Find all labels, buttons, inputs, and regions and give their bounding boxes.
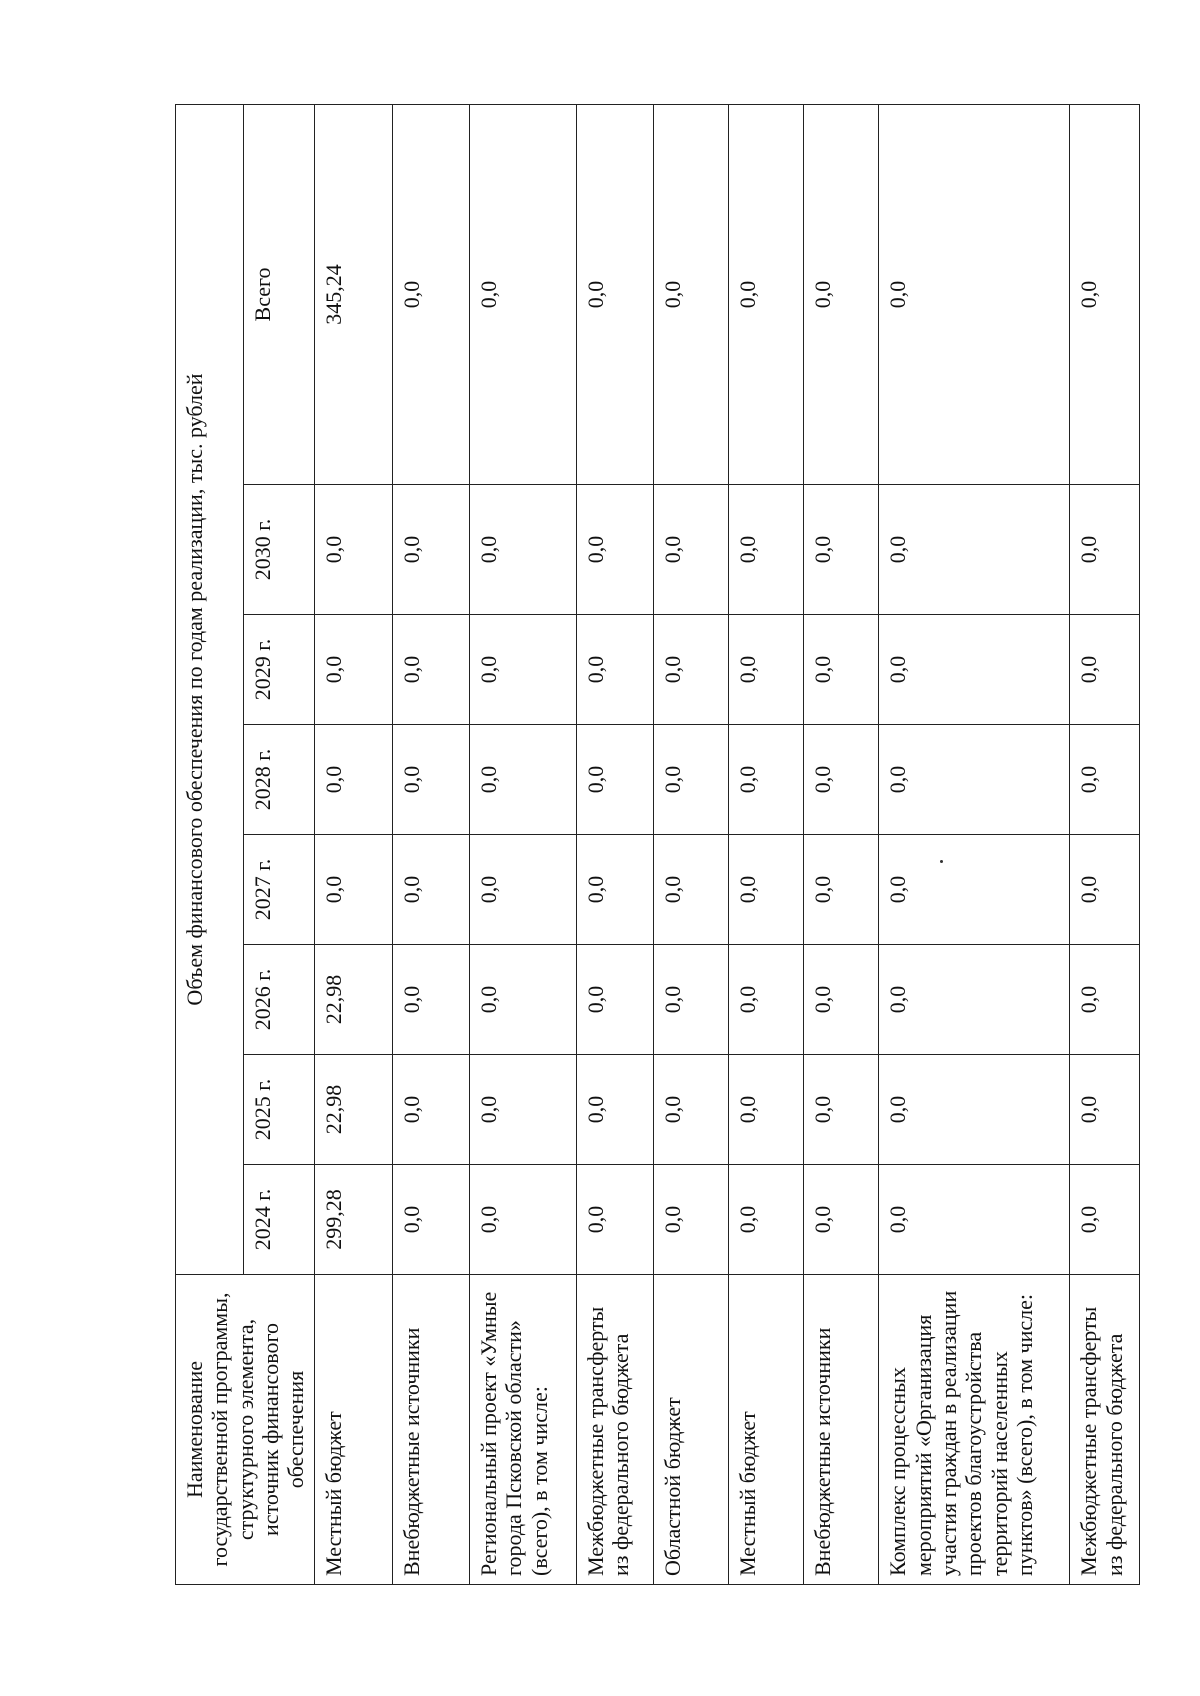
- row-year-value: 0,0: [879, 945, 1070, 1055]
- row-year-value: 299,28: [315, 1165, 392, 1275]
- header-year-2028: 2028 г.: [244, 725, 315, 835]
- row-year-value: 0,0: [879, 1055, 1070, 1165]
- row-year-value: 0,0: [392, 485, 469, 615]
- row-source-name: Межбюджетные трансферты из федерального бюджета: [576, 1275, 653, 1585]
- table-row: [729, 104, 804, 1584]
- table-head: [176, 104, 315, 1584]
- header-year-2027: 2027 г.: [244, 835, 315, 945]
- row-year-value: 22,98: [315, 1055, 392, 1165]
- row-year-value: 0,0: [654, 725, 729, 835]
- row-total-value: 0,0: [729, 104, 804, 484]
- table-row: [469, 104, 576, 1584]
- row-year-value: 22,98: [315, 945, 392, 1055]
- header-year-2030: 2030 г.: [244, 485, 315, 615]
- row-year-value: 0,0: [576, 615, 653, 725]
- row-year-value: 0,0: [392, 1055, 469, 1165]
- row-year-value: 0,0: [1070, 1165, 1140, 1275]
- row-year-value: 0,0: [469, 1165, 576, 1275]
- row-year-value: 0,0: [1070, 485, 1140, 615]
- row-year-value: 0,0: [576, 835, 653, 945]
- row-total-value: 0,0: [469, 104, 576, 484]
- rotated-table-wrapper: [175, 105, 1127, 1585]
- row-total-value: 0,0: [392, 104, 469, 484]
- row-year-value: 0,0: [576, 485, 653, 615]
- row-year-value: 0,0: [654, 485, 729, 615]
- row-total-value: 0,0: [879, 104, 1070, 484]
- row-year-value: 0,0: [392, 835, 469, 945]
- row-year-value: 0,0: [469, 725, 576, 835]
- row-source-name: Внебюджетные источники: [392, 1275, 469, 1585]
- row-year-value: 0,0: [576, 1055, 653, 1165]
- row-year-value: 0,0: [729, 835, 804, 945]
- row-year-value: 0,0: [729, 615, 804, 725]
- header-row-top: [176, 104, 244, 1584]
- header-volume: Объем финансового обеспечения по годам реализации, тыс. рублей: [176, 104, 244, 1274]
- row-year-value: 0,0: [654, 835, 729, 945]
- row-year-value: 0,0: [879, 485, 1070, 615]
- row-source-name: Местный бюджет: [315, 1275, 392, 1585]
- row-year-value: 0,0: [469, 485, 576, 615]
- row-year-value: 0,0: [654, 615, 729, 725]
- header-year-2026: 2026 г.: [244, 945, 315, 1055]
- row-year-value: 0,0: [654, 1165, 729, 1275]
- row-source-name: Местный бюджет: [729, 1275, 804, 1585]
- row-year-value: 0,0: [729, 1165, 804, 1275]
- header-year-2024: 2024 г.: [244, 1165, 315, 1275]
- row-year-value: 0,0: [804, 725, 879, 835]
- row-year-value: 0,0: [654, 945, 729, 1055]
- row-year-value: 0,0: [804, 835, 879, 945]
- row-year-value: 0,0: [804, 945, 879, 1055]
- row-source-name: Межбюджетные трансферты из федерального бюджета: [1070, 1275, 1140, 1585]
- row-year-value: 0,0: [469, 945, 576, 1055]
- row-year-value: 0,0: [804, 615, 879, 725]
- row-total-value: 0,0: [804, 104, 879, 484]
- table-body: [315, 104, 1140, 1584]
- row-year-value: 0,0: [576, 1165, 653, 1275]
- row-source-name: Комплекс процессных мероприятий «Организация участия граждан в реализации проектов благоустройства территорий населенных пунктов» (всего), в том числе:: [879, 1275, 1070, 1585]
- scan-speck: [940, 860, 943, 863]
- table-row: [879, 104, 1070, 1584]
- row-year-value: 0,0: [879, 725, 1070, 835]
- row-year-value: 0,0: [729, 1055, 804, 1165]
- row-year-value: 0,0: [879, 835, 1070, 945]
- table-row: [576, 104, 653, 1584]
- row-year-value: 0,0: [804, 485, 879, 615]
- row-year-value: 0,0: [469, 615, 576, 725]
- table-row: [804, 104, 879, 1584]
- row-source-name: Региональный проект «Умные города Псковской области» (всего), в том числе:: [469, 1275, 576, 1585]
- row-year-value: 0,0: [469, 835, 576, 945]
- row-total-value: 0,0: [1070, 104, 1140, 484]
- row-year-value: 0,0: [315, 725, 392, 835]
- row-total-value: 345,24: [315, 104, 392, 484]
- table-row: [654, 104, 729, 1584]
- row-total-value: 0,0: [654, 104, 729, 484]
- row-year-value: 0,0: [315, 485, 392, 615]
- row-year-value: 0,0: [804, 1165, 879, 1275]
- header-name-column: Наименование государственной программы, структурного элемента, источник финансового обеспечения: [176, 1275, 315, 1585]
- row-year-value: 0,0: [729, 485, 804, 615]
- row-total-value: 0,0: [576, 104, 653, 484]
- header-total: Всего: [244, 104, 315, 484]
- header-year-2029: 2029 г.: [244, 615, 315, 725]
- row-year-value: 0,0: [392, 945, 469, 1055]
- row-year-value: 0,0: [315, 835, 392, 945]
- row-year-value: 0,0: [879, 1165, 1070, 1275]
- row-source-name: Внебюджетные источники: [804, 1275, 879, 1585]
- row-year-value: 0,0: [1070, 945, 1140, 1055]
- table-row: [392, 104, 469, 1584]
- row-year-value: 0,0: [1070, 1055, 1140, 1165]
- table-row: [315, 104, 392, 1584]
- row-year-value: 0,0: [1070, 835, 1140, 945]
- row-year-value: 0,0: [729, 725, 804, 835]
- row-year-value: 0,0: [576, 945, 653, 1055]
- row-year-value: 0,0: [576, 725, 653, 835]
- row-source-name: Областной бюджет: [654, 1275, 729, 1585]
- header-year-2025: 2025 г.: [244, 1055, 315, 1165]
- financing-table: [175, 104, 1140, 1585]
- row-year-value: 0,0: [1070, 615, 1140, 725]
- row-year-value: 0,0: [1070, 725, 1140, 835]
- row-year-value: 0,0: [804, 1055, 879, 1165]
- row-year-value: 0,0: [392, 1165, 469, 1275]
- row-year-value: 0,0: [729, 945, 804, 1055]
- row-year-value: 0,0: [654, 1055, 729, 1165]
- row-year-value: 0,0: [392, 725, 469, 835]
- row-year-value: 0,0: [469, 1055, 576, 1165]
- row-year-value: 0,0: [315, 615, 392, 725]
- table-row: [1070, 104, 1140, 1584]
- row-year-value: 0,0: [392, 615, 469, 725]
- row-year-value: 0,0: [879, 615, 1070, 725]
